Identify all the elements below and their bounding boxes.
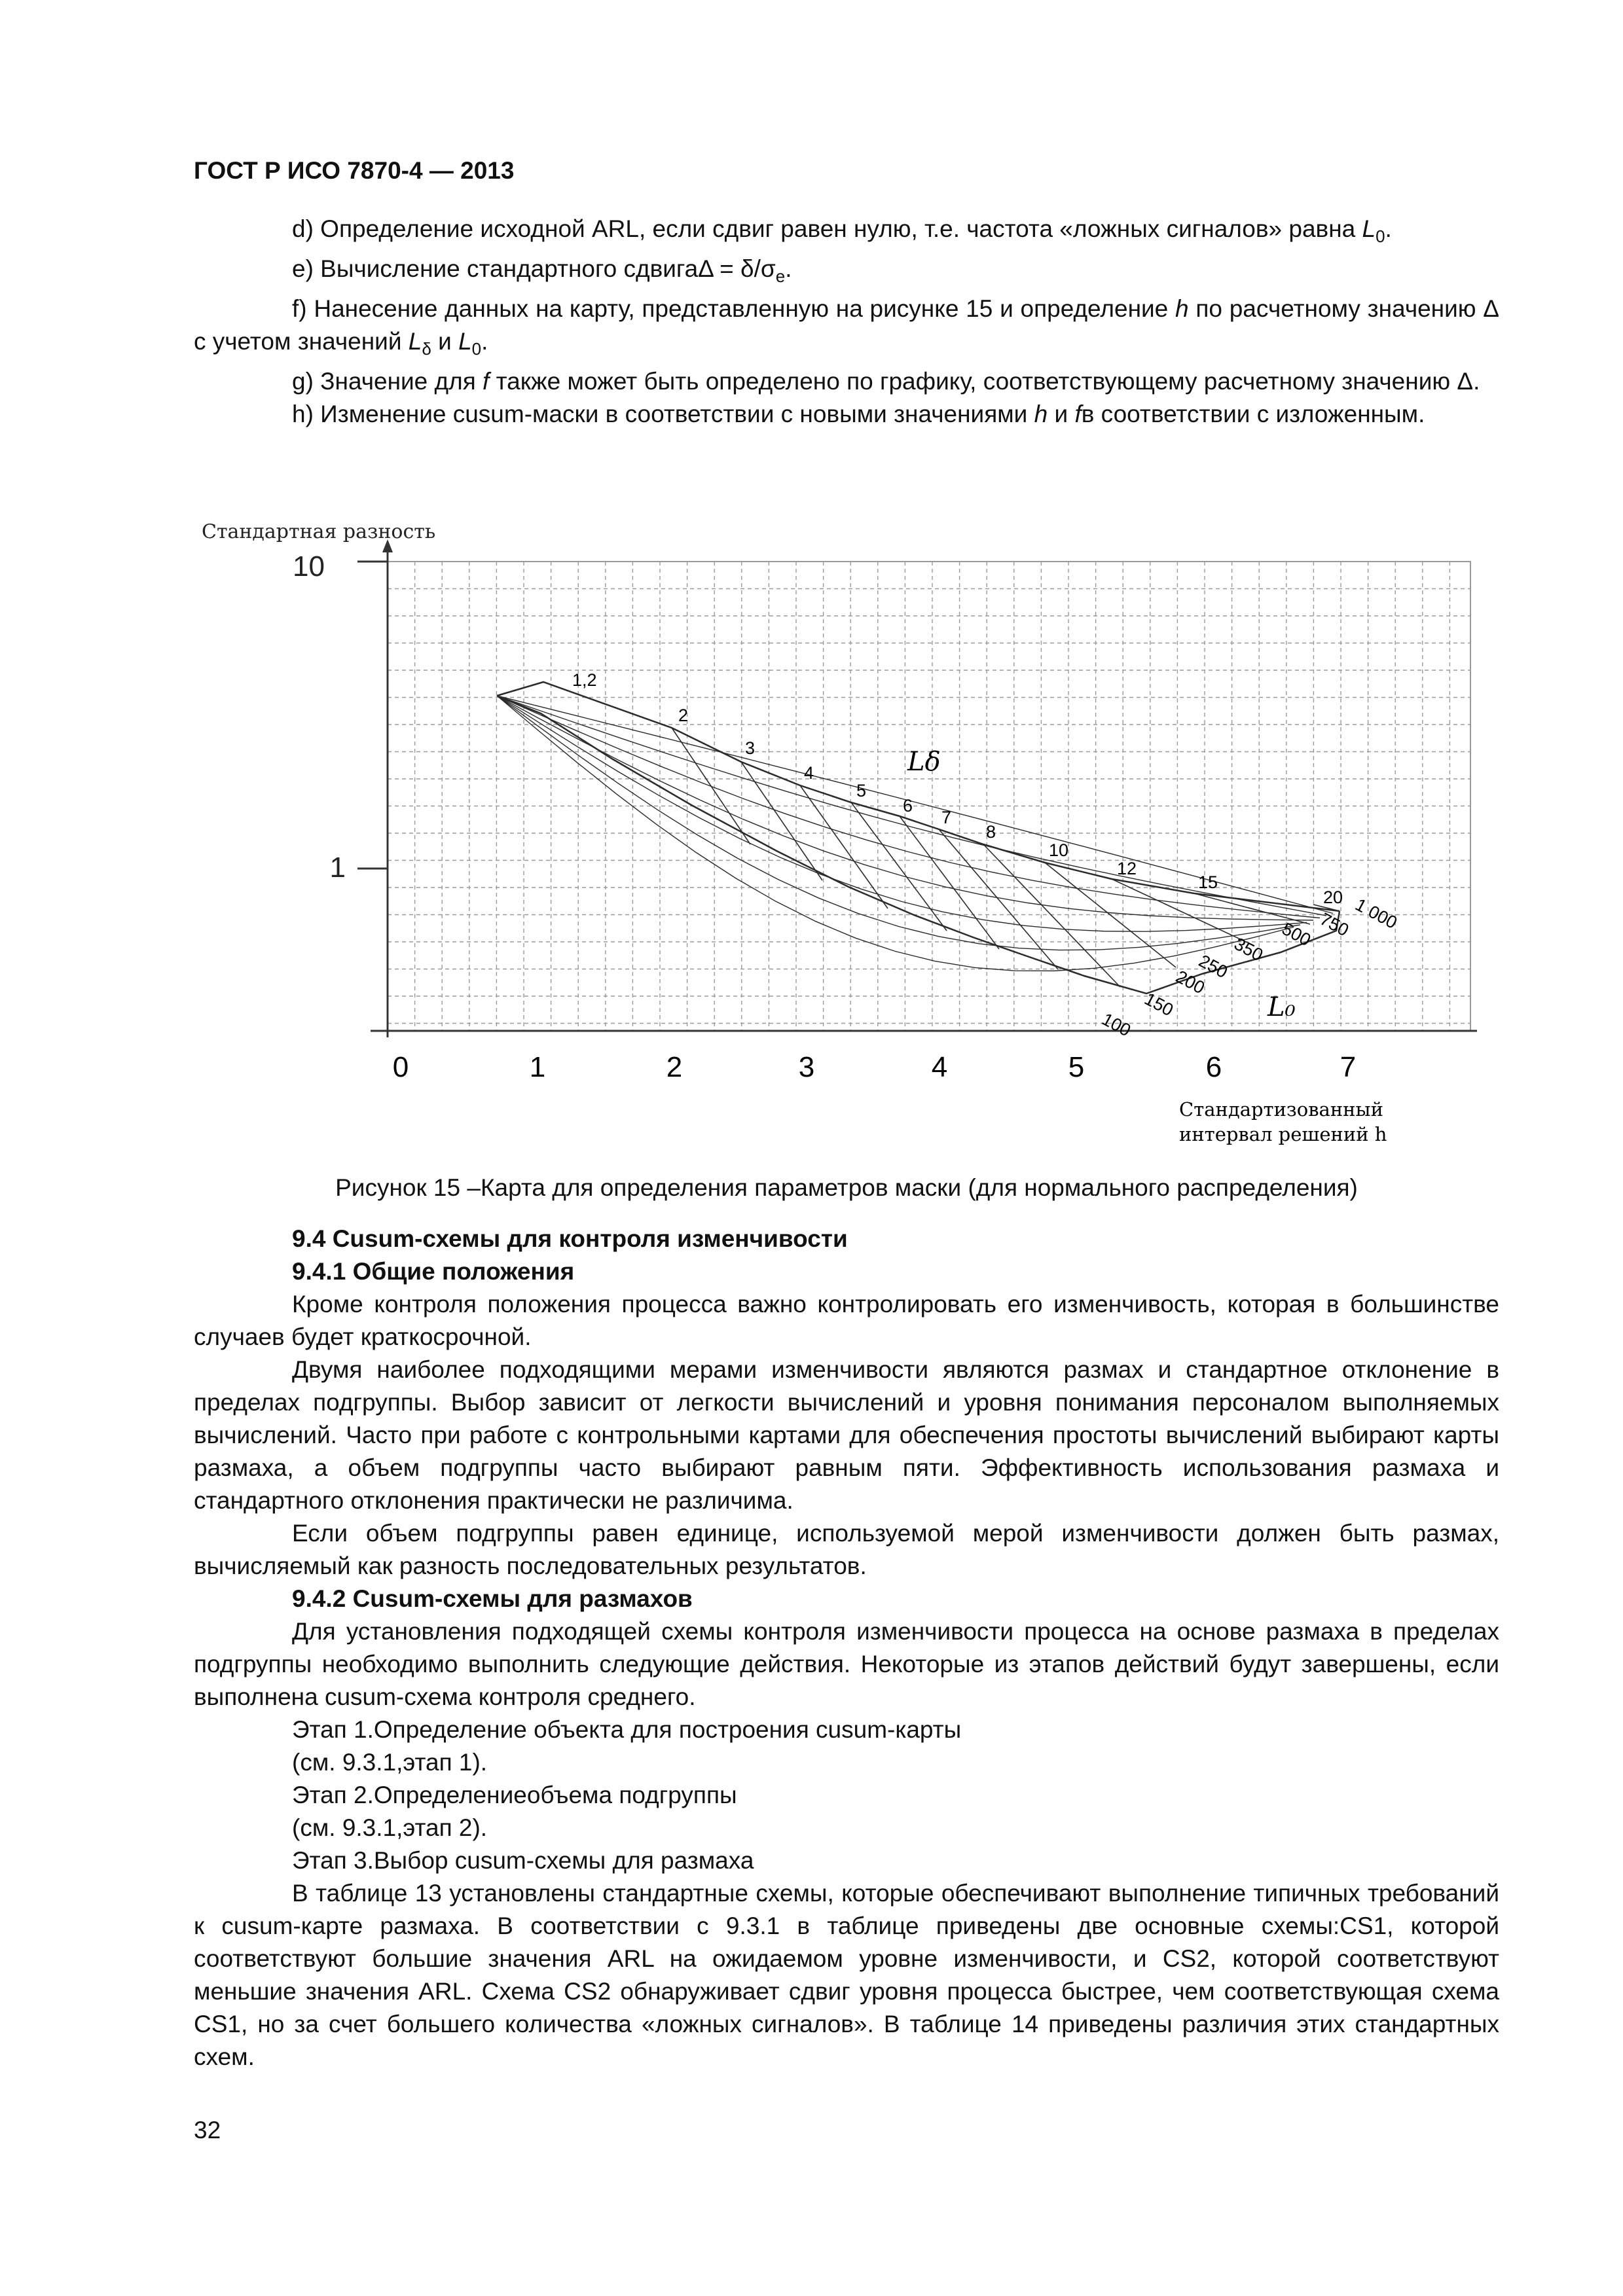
y-tick-10: 10 [293, 550, 325, 583]
l0-label-750: 750 [1317, 908, 1353, 941]
x-tick-1: 1 [529, 1051, 546, 1083]
ld-label-6: 6 [903, 796, 913, 816]
step-2: Этап 2.Определениеобъема подгруппы [292, 1782, 737, 1808]
l0-label-200: 200 [1173, 966, 1209, 998]
step-1-ref: (см. 9.3.1,этап 1). [292, 1749, 488, 1776]
steps-block [194, 213, 1499, 431]
figure-caption: Рисунок 15 –Карта для определения параметров маски (для нормального распределения) [335, 1174, 1358, 1201]
ld-label-5: 5 [856, 781, 867, 800]
ld-label-12: 12 [1117, 859, 1137, 878]
paragraph-1: Кроме контроля положения процесса важно контролировать его изменчивость, которая в большинстве случаев будет краткосрочной. [194, 1291, 1499, 1350]
paragraph-5: В таблице 13 установлены стандартные схемы, которые обеспечивают выполнение типичных требований к cusum-карте размаха. В соответствии с 9.3.1 в таблице приведены две основные схемы:CS1, которой соответствуют большие значения ARL на ожидаемом уровне изменчивости, и CS2, которой соответствуют меньшие значения ARL. Схема CS2 обнаруживает сдвиг уровня процесса быстрее, чем соответствующая схема CS1, но за счет большего количества «ложных сигналов». В таблице 14 приведены различия этих стандартных схем. [194, 1880, 1499, 2070]
ld-label-8: 8 [986, 822, 996, 842]
x-tick-0: 0 [392, 1051, 409, 1083]
mask-parameter-chart [194, 511, 1477, 1152]
x-tick-5: 5 [1068, 1051, 1085, 1083]
ld-label-15: 15 [1198, 872, 1218, 892]
chart-axes [357, 539, 1477, 1037]
step-e: e) Вычисление стандартного сдвигаΔ = $\delta/\sigma_e$. [292, 255, 792, 286]
step-2-ref: (см. 9.3.1,этап 2). [292, 1814, 488, 1841]
step-h: h) Изменение cusum-маски в соответствии с новыми значениями h и fв соответствии с изложенным. [292, 401, 1425, 427]
document-header: ГОСТ Р ИСО 7870-4 — 2013 [194, 157, 515, 184]
step-3: Этап 3.Выбор cusum-схемы для размаха [292, 1847, 754, 1874]
x-axis-title-1: Стандартизованный [1179, 1098, 1383, 1121]
x-tick-6: 6 [1205, 1051, 1222, 1083]
ld-label-20: 20 [1323, 888, 1343, 907]
y-axis-title-text: Стандартная разность [202, 520, 436, 543]
heading-9-4-1: 9.4.1 Общие положения [292, 1258, 575, 1285]
page-number: 32 [194, 2117, 221, 2144]
step-g: g) Значение для f также может быть определено по графику, соответствующему расчетному значению Δ. [292, 368, 1480, 395]
x-tick-4: 4 [931, 1051, 948, 1083]
l0-curve [497, 696, 1307, 931]
ld-label-10: 10 [1049, 840, 1069, 860]
x-tick-3: 3 [798, 1051, 815, 1083]
l0-label-500: 500 [1279, 918, 1315, 950]
l0-label-250: 250 [1195, 950, 1231, 982]
l0-family-label: L₀ [1267, 992, 1296, 1022]
ld-label-1-2: 1,2 [572, 670, 597, 690]
l0-label-350: 350 [1231, 933, 1267, 965]
x-tick-7: 7 [1340, 1051, 1357, 1083]
ld-label-4: 4 [804, 763, 814, 783]
y-tick-1: 1 [329, 852, 346, 884]
ld-family-label: Lδ [907, 747, 941, 777]
l0-label-1000: 1 000 [1352, 894, 1400, 933]
chart-grid [388, 562, 1470, 1031]
step-f: f) Нанесение данных на карту, представленную на рисунке 15 и определение h по расчетному значению Δ с учетом значений $L_\delta$ и $L_0$. [194, 295, 1499, 359]
y-axis-title [202, 520, 435, 543]
lower-boundary-curve [497, 696, 1340, 994]
x-axis-title-2: интервал решений h [1179, 1123, 1387, 1145]
l0-curve [497, 696, 1300, 950]
ld-label-2: 2 [678, 706, 689, 725]
step-1: Этап 1.Определение объекта для построения cusum-карты [292, 1716, 962, 1743]
l0-label-150: 150 [1141, 988, 1177, 1020]
paragraph-4: Для установления подходящей схемы контроля изменчивости процесса на основе размаха в пределах подгруппы необходимо выполнить следующие действия. Некоторые из этапов действий будут завершены, если выполнена cusum-схема контроля среднего. [194, 1618, 1499, 1710]
step-d: d) Определение исходной ARL, если сдвиг равен нулю, т.е. частота «ложных сигналов» равна $L_0$. [292, 215, 1392, 246]
ld-label-7: 7 [941, 808, 952, 827]
heading-9-4-2: 9.4.2 Cusum-схемы для размахов [292, 1585, 693, 1612]
ld-curve [983, 844, 1120, 987]
paragraph-2: Двумя наиболее подходящими мерами изменчивости являются размах и стандартное отклонение в пределах подгруппы. Выбор зависит от легкости вычислений и уровня понимания персоналом выполняемых вычислений. Часто при работе с контрольными картами для обеспечения простоты вычислений выбирают карты размаха, а объем подгруппы часто выбирают равным пяти. Эффективность использования размаха и стандартного отклонения практически не различима. [194, 1356, 1499, 1514]
l0-label-100: 100 [1099, 1009, 1135, 1041]
heading-9-4: 9.4 Cusum-схемы для контроля изменчивости [292, 1225, 848, 1252]
section-9-4 [194, 1223, 1499, 2073]
chart-curves [497, 682, 1340, 994]
chart-frame [388, 562, 1470, 1031]
x-tick-2: 2 [666, 1051, 683, 1083]
ld-label-3: 3 [745, 738, 756, 758]
paragraph-3: Если объем подгруппы равен единице, используемой мерой изменчивости должен быть размах, вычисляемый как разность последовательных результатов. [194, 1520, 1499, 1579]
